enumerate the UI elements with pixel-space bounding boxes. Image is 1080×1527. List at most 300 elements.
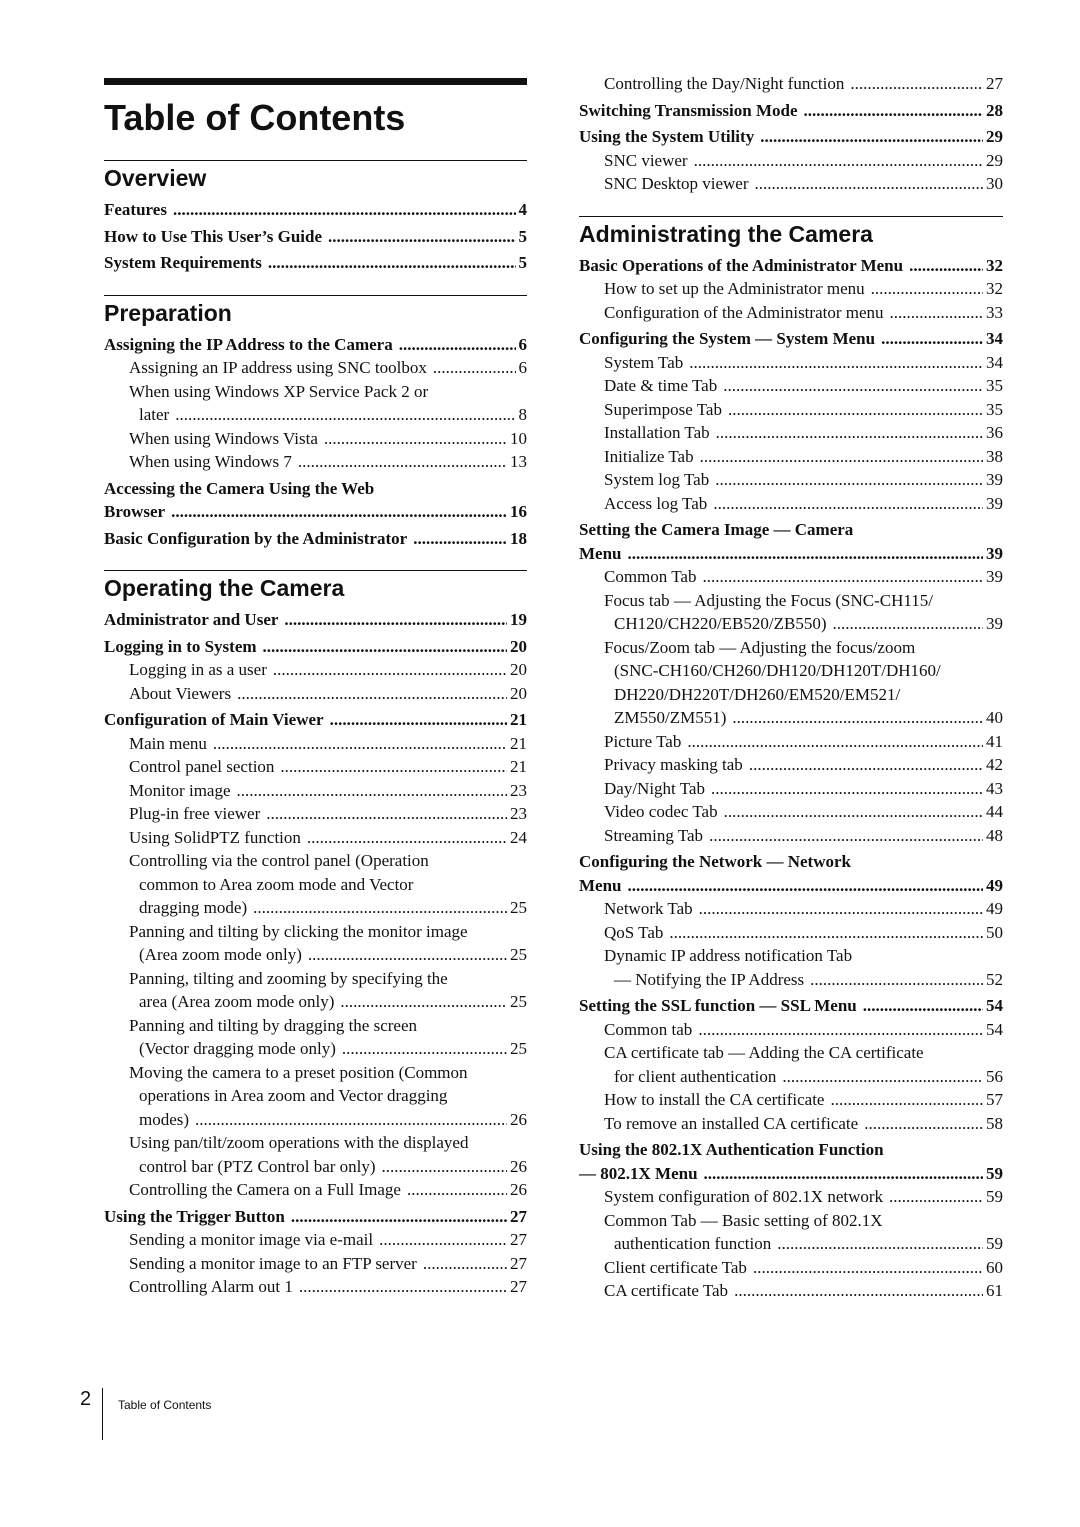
toc-subentry[interactable] [104, 1228, 527, 1252]
dot-leader [881, 327, 983, 351]
entry-text: Setting the Camera Image — Camera [579, 520, 854, 539]
entry-text: Browser [104, 502, 166, 521]
dot-leader [284, 608, 507, 632]
toc-entry[interactable] [104, 1205, 527, 1229]
entry-text: Common Tab — Basic setting of 802.1X [604, 1210, 883, 1230]
entry-text: When using Windows XP Service Pack 2 or [129, 381, 429, 401]
dot-leader [330, 708, 507, 732]
toc-subentry[interactable] [104, 1131, 527, 1178]
page-number: 39 [986, 470, 1003, 489]
page-number: 52 [986, 969, 1003, 989]
dot-leader [760, 125, 983, 149]
page-number: 25 [510, 992, 527, 1011]
toc-entry[interactable] [579, 994, 1003, 1018]
page-number: 5 [518, 253, 527, 272]
dot-leader [699, 897, 983, 921]
dot-leader [328, 225, 515, 249]
dot-leader [704, 1162, 983, 1186]
toc-entry[interactable] [579, 850, 1003, 897]
dot-leader [753, 1256, 983, 1280]
entry-text: Basic Configuration by the Administrator [104, 528, 408, 548]
dot-leader [171, 500, 507, 524]
dot-leader [687, 730, 983, 754]
page-number: 57 [986, 1090, 1003, 1109]
toc-subentry[interactable] [579, 1041, 1003, 1088]
dot-leader [889, 1185, 983, 1209]
toc-subentry[interactable] [104, 802, 527, 826]
dot-leader [413, 527, 507, 551]
dot-leader [433, 356, 516, 380]
dot-leader [253, 896, 507, 920]
entry-text: control bar (PTZ Control bar only) [139, 1156, 376, 1176]
toc-subentry[interactable] [579, 445, 1003, 469]
entry-text: Panning and tilting by dragging the screen [129, 1015, 417, 1035]
page-number: 24 [510, 827, 527, 847]
toc-subentry[interactable] [579, 149, 1003, 173]
entry-text: Controlling the Camera on a Full Image [129, 1180, 401, 1199]
dot-leader [732, 706, 983, 730]
section-heading: Overview [104, 160, 527, 193]
entry-text: System Requirements [104, 253, 262, 272]
entry-text: CA certificate Tab [604, 1281, 729, 1300]
entry-text: Date & time Tab [604, 376, 718, 395]
toc-subentry[interactable] [579, 421, 1003, 445]
dot-leader [777, 1232, 983, 1256]
footer-page-number: 2 [80, 1388, 92, 1410]
toc-subentry[interactable] [104, 658, 527, 682]
toc-right-column [579, 72, 1003, 1323]
toc-subentry[interactable] [579, 730, 1003, 754]
dot-leader [909, 254, 983, 278]
entry-text: Setting the SSL function — SSL Menu [579, 996, 857, 1015]
page-number: 39 [986, 493, 1003, 513]
page-number: 26 [510, 1180, 527, 1199]
page-number: 13 [510, 452, 527, 471]
entry-text: Main menu [129, 733, 207, 753]
dot-leader [689, 351, 983, 375]
toc-subentry[interactable] [579, 1018, 1003, 1042]
page-number: 49 [986, 899, 1003, 918]
toc-subentry[interactable] [579, 277, 1003, 301]
toc-subentry[interactable] [579, 565, 1003, 589]
dot-leader [702, 565, 983, 589]
entry-text: for client authentication [614, 1066, 777, 1086]
entry-text: How to set up the Administrator menu [604, 279, 865, 298]
entry-text: — 802.1X Menu [579, 1163, 698, 1183]
toc-subentry[interactable] [104, 967, 527, 1014]
dot-leader [280, 755, 507, 779]
toc-section [579, 72, 1003, 196]
entry-text: Administrator and User [104, 610, 279, 629]
dot-leader [694, 149, 983, 173]
page-number: 36 [986, 423, 1003, 442]
entry-text: Dynamic IP address notification Tab [604, 946, 853, 965]
entry-text: When using Windows 7 [129, 452, 292, 471]
entry-text: How to install the CA certificate [604, 1090, 825, 1109]
entry-text: Controlling Alarm out 1 [129, 1277, 293, 1296]
dot-leader [782, 1065, 983, 1089]
section-heading: Preparation [104, 295, 527, 328]
toc-entry[interactable] [579, 1138, 1003, 1185]
dot-leader [195, 1108, 507, 1132]
entry-text: Menu [579, 543, 622, 563]
toc-section [104, 570, 527, 1299]
entry-text: System log Tab [604, 470, 710, 489]
page-number: 44 [986, 802, 1003, 821]
entry-text: Installation Tab [604, 423, 710, 442]
entry-text: Sending a monitor image via e-mail [129, 1230, 374, 1249]
toc-subentry[interactable] [579, 1112, 1003, 1136]
toc-subentry[interactable] [579, 824, 1003, 848]
toc-subentry[interactable] [104, 849, 527, 920]
entry-text: Using the System Utility [579, 127, 755, 146]
entry-text: Controlling the Day/Night function [604, 74, 845, 93]
page-number: 27 [986, 74, 1003, 93]
page-number: 39 [986, 543, 1003, 563]
page-number: 61 [986, 1281, 1003, 1300]
toc-subentry[interactable] [579, 944, 1003, 991]
dot-leader [628, 542, 984, 566]
dot-leader [268, 251, 516, 275]
dot-leader [749, 753, 983, 777]
entry-text: When using Windows Vista [129, 428, 318, 448]
dot-leader [716, 421, 983, 445]
page-number: 20 [510, 683, 527, 703]
toc-entry[interactable] [104, 635, 527, 659]
dot-leader [423, 1252, 507, 1276]
toc-left-column [104, 72, 527, 1319]
page-number: 48 [986, 825, 1003, 845]
dot-leader [175, 403, 515, 427]
entry-text: Panning and tilting by clicking the monitor image [129, 921, 468, 941]
entry-text: Menu [579, 875, 622, 895]
entry-text: Features [104, 200, 167, 219]
entry-text: Switching Transmission Mode [579, 100, 798, 120]
toc-section [104, 295, 527, 551]
page-number: 20 [510, 636, 527, 656]
section-heading: Operating the Camera [104, 570, 527, 603]
toc-subentry[interactable] [579, 800, 1003, 824]
dot-leader [723, 374, 983, 398]
dot-leader [237, 779, 507, 803]
dot-leader [291, 1205, 507, 1229]
entry-text: CA certificate tab — Adding the CA certificate [604, 1043, 924, 1062]
dot-leader [810, 968, 983, 992]
entry-text: Picture Tab [604, 731, 682, 751]
toc-subentry[interactable] [104, 427, 527, 451]
dot-leader [382, 1155, 507, 1179]
page-number: 6 [518, 358, 527, 377]
page-number: 25 [510, 1039, 527, 1058]
toc-entry[interactable] [579, 125, 1003, 149]
page-number: 56 [986, 1066, 1003, 1086]
toc-subentry[interactable] [104, 779, 527, 803]
toc-subentry[interactable] [579, 921, 1003, 945]
page-number: 23 [510, 804, 527, 823]
page-number: 27 [510, 1277, 527, 1296]
entry-text: Controlling via the control panel (Operation [129, 851, 429, 870]
entry-text: How to Use This User’s Guide [104, 226, 323, 246]
page-number: 29 [986, 150, 1003, 170]
entry-text: Focus/Zoom tab — Adjusting the focus/zoom [604, 637, 916, 657]
toc-subentry[interactable] [104, 1014, 527, 1061]
dot-leader [804, 99, 983, 123]
dot-leader [307, 826, 507, 850]
page-number: 27 [510, 1206, 527, 1226]
page-number: 42 [986, 755, 1003, 774]
dot-leader [850, 72, 983, 96]
dot-leader [698, 1018, 983, 1042]
dot-leader [863, 994, 983, 1018]
entry-text: Assigning an IP address using SNC toolbox [129, 358, 427, 377]
toc-entry[interactable] [579, 99, 1003, 123]
page-number: 59 [986, 1163, 1003, 1183]
dot-leader [734, 1279, 983, 1303]
entry-text: System Tab [604, 352, 684, 372]
toc-entry[interactable] [104, 477, 527, 524]
toc-subentry[interactable] [579, 492, 1003, 516]
entry-text: Superimpose Tab [604, 399, 722, 419]
page-number: 60 [986, 1257, 1003, 1277]
entry-text: Assigning the IP Address to the Camera [104, 334, 393, 354]
page-number: 43 [986, 778, 1003, 798]
page-number: 21 [510, 757, 527, 776]
page-number: 35 [986, 399, 1003, 419]
toc-subentry[interactable] [579, 351, 1003, 375]
toc-subentry[interactable] [104, 1061, 527, 1132]
toc-subentry[interactable] [579, 1185, 1003, 1209]
toc-subentry[interactable] [579, 398, 1003, 422]
page-number: 59 [986, 1187, 1003, 1206]
dot-leader [724, 800, 983, 824]
dot-leader [324, 427, 507, 451]
page-number: 10 [510, 428, 527, 448]
entry-text: modes) [139, 1109, 190, 1129]
entry-text: Logging in to System [104, 636, 257, 656]
toc-subentry[interactable] [579, 897, 1003, 921]
toc-entry[interactable] [104, 527, 527, 551]
entry-text: — Notifying the IP Address [614, 969, 805, 989]
entry-text: Using SolidPTZ function [129, 827, 301, 847]
toc-subentry[interactable] [104, 450, 527, 474]
toc-subentry[interactable] [104, 1275, 527, 1299]
page-number: 33 [986, 302, 1003, 322]
dot-leader [173, 198, 516, 222]
dot-leader [711, 777, 983, 801]
toc-subentry[interactable] [579, 1209, 1003, 1256]
entry-text: Privacy masking tab [604, 755, 743, 774]
dot-leader [237, 682, 507, 706]
dot-leader [713, 492, 983, 516]
section-heading: Administrating the Camera [579, 216, 1003, 249]
entry-text: Using pan/tilt/zoom operations with the displayed [129, 1133, 469, 1152]
page-number: 32 [986, 255, 1003, 275]
dot-leader [266, 802, 507, 826]
toc-entry[interactable] [104, 333, 527, 357]
page-number: 21 [510, 733, 527, 753]
page-number: 5 [518, 226, 527, 246]
entry-text: Sending a monitor image to an FTP server [129, 1253, 417, 1273]
toc-subentry[interactable] [104, 826, 527, 850]
dot-leader [340, 990, 507, 1014]
entry-text: Logging in as a user [129, 660, 267, 679]
dot-leader [399, 333, 516, 357]
page-title: Table of Contents [104, 97, 406, 138]
page-number: 54 [986, 1019, 1003, 1039]
page-number: 27 [510, 1253, 527, 1273]
entry-text: Panning, tilting and zooming by specifying the [129, 968, 448, 988]
toc-entry[interactable] [579, 327, 1003, 351]
entry-text: Streaming Tab [604, 825, 704, 845]
page-number: 27 [510, 1230, 527, 1249]
toc-subentry[interactable] [579, 468, 1003, 492]
dot-leader [728, 398, 983, 422]
toc-subentry[interactable] [579, 172, 1003, 196]
dot-leader [864, 1112, 983, 1136]
entry-text: later [139, 405, 170, 424]
toc-subentry[interactable] [104, 755, 527, 779]
entry-text: area (Area zoom mode only) [139, 992, 335, 1011]
toc-entry[interactable] [104, 251, 527, 275]
page-number: 30 [986, 174, 1003, 193]
entry-text: CH120/CH220/EB520/ZB550) [614, 614, 827, 633]
toc-subentry[interactable] [579, 374, 1003, 398]
page-number: 39 [986, 567, 1003, 586]
page-number: 26 [510, 1109, 527, 1129]
entry-text: Initialize Tab [604, 446, 694, 466]
toc-subentry[interactable] [579, 72, 1003, 96]
dot-leader [890, 301, 983, 325]
dot-leader [833, 612, 983, 636]
entry-text: (SNC-CH160/CH260/DH120/DH120T/DH160/ [614, 661, 941, 680]
page-number: 32 [986, 279, 1003, 298]
page-number: 16 [510, 502, 527, 521]
dot-leader [754, 172, 983, 196]
toc-subentry[interactable] [579, 1256, 1003, 1280]
page-number: 26 [510, 1156, 527, 1176]
page-number: 8 [518, 405, 527, 424]
page-number: 19 [510, 610, 527, 629]
page-number: 25 [510, 945, 527, 964]
entry-text: Using the Trigger Button [104, 1206, 285, 1226]
page-number: 29 [986, 127, 1003, 146]
page-number: 35 [986, 376, 1003, 395]
entry-text: Control panel section [129, 757, 275, 776]
toc-entry[interactable] [579, 518, 1003, 565]
dot-leader [342, 1037, 507, 1061]
entry-text: Video codec Tab [604, 802, 718, 821]
toc-subentry[interactable] [579, 777, 1003, 801]
entry-text: Network Tab [604, 899, 693, 918]
entry-text: Configuration of the Administrator menu [604, 302, 884, 322]
dot-leader [669, 921, 983, 945]
toc-subentry[interactable] [104, 732, 527, 756]
toc-subentry[interactable] [579, 301, 1003, 325]
dot-leader [379, 1228, 507, 1252]
entry-text: Configuring the System — System Menu [579, 329, 876, 348]
entry-text: Common tab [604, 1019, 693, 1039]
page-number: 38 [986, 446, 1003, 466]
dot-leader [298, 450, 507, 474]
page-number: 18 [510, 528, 527, 548]
entry-text: (Area zoom mode only) [139, 945, 302, 964]
entry-text: Day/Night Tab [604, 778, 705, 798]
entry-text: DH220/DH220T/DH260/EM520/EM521/ [614, 684, 901, 704]
toc-entry[interactable] [104, 608, 527, 632]
dot-leader [213, 732, 507, 756]
page-number: 40 [986, 708, 1003, 727]
toc-subentry[interactable] [579, 636, 1003, 730]
entry-text: Configuring the Network — Network [579, 852, 851, 871]
page-number: 34 [986, 352, 1003, 372]
page-number: 25 [510, 898, 527, 917]
toc-subentry[interactable] [104, 682, 527, 706]
entry-text: QoS Tab [604, 922, 664, 942]
page-number: 28 [986, 100, 1003, 120]
entry-text: ZM550/ZM551) [614, 708, 727, 727]
toc-subentry[interactable] [104, 920, 527, 967]
toc-subentry[interactable] [579, 589, 1003, 636]
entry-text: Using the 802.1X Authentication Function [579, 1140, 884, 1159]
toc-entry[interactable] [104, 708, 527, 732]
toc-entry[interactable] [104, 225, 527, 249]
page-number: 50 [986, 922, 1003, 942]
page-number: 4 [518, 200, 527, 219]
toc-subentry[interactable] [104, 356, 527, 380]
toc-subentry[interactable] [579, 1088, 1003, 1112]
entry-text: SNC viewer [604, 150, 688, 170]
toc-section [579, 216, 1003, 1303]
entry-text: Accessing the Camera Using the Web [104, 478, 375, 498]
page-number: 39 [986, 614, 1003, 633]
toc-subentry[interactable] [579, 1279, 1003, 1303]
toc-entry[interactable] [104, 198, 527, 222]
entry-text: Plug-in free viewer [129, 804, 261, 823]
toc-subentry[interactable] [104, 1178, 527, 1202]
dot-leader [830, 1088, 983, 1112]
page-number: 49 [986, 875, 1003, 895]
page-number: 20 [510, 660, 527, 679]
entry-text: (Vector dragging mode only) [139, 1039, 336, 1058]
page-number: 6 [518, 334, 527, 354]
entry-text: About Viewers [129, 683, 232, 703]
toc-subentry[interactable] [579, 753, 1003, 777]
entry-text: operations in Area zoom and Vector dragging [139, 1086, 448, 1105]
dot-leader [263, 635, 507, 659]
entry-text: Configuration of Main Viewer [104, 710, 324, 729]
dot-leader [308, 943, 507, 967]
page-number: 41 [986, 731, 1003, 751]
dot-leader [715, 468, 983, 492]
entry-text: System configuration of 802.1X network [604, 1187, 884, 1206]
dot-leader [709, 824, 983, 848]
entry-text: Common Tab [604, 567, 697, 586]
entry-text: dragging mode) [139, 898, 248, 917]
dot-leader [273, 658, 507, 682]
entry-text: SNC Desktop viewer [604, 174, 749, 193]
left-sections [104, 160, 527, 1299]
dot-leader [871, 277, 983, 301]
toc-subentry[interactable] [104, 380, 527, 427]
toc-section [104, 160, 527, 275]
title-rule [104, 78, 527, 85]
entry-text: Monitor image [129, 780, 231, 800]
toc-entry[interactable] [579, 254, 1003, 278]
entry-text: Client certificate Tab [604, 1257, 747, 1277]
footer-label: Table of Contents [118, 1398, 212, 1412]
toc-subentry[interactable] [104, 1252, 527, 1276]
page-number: 21 [510, 710, 527, 729]
